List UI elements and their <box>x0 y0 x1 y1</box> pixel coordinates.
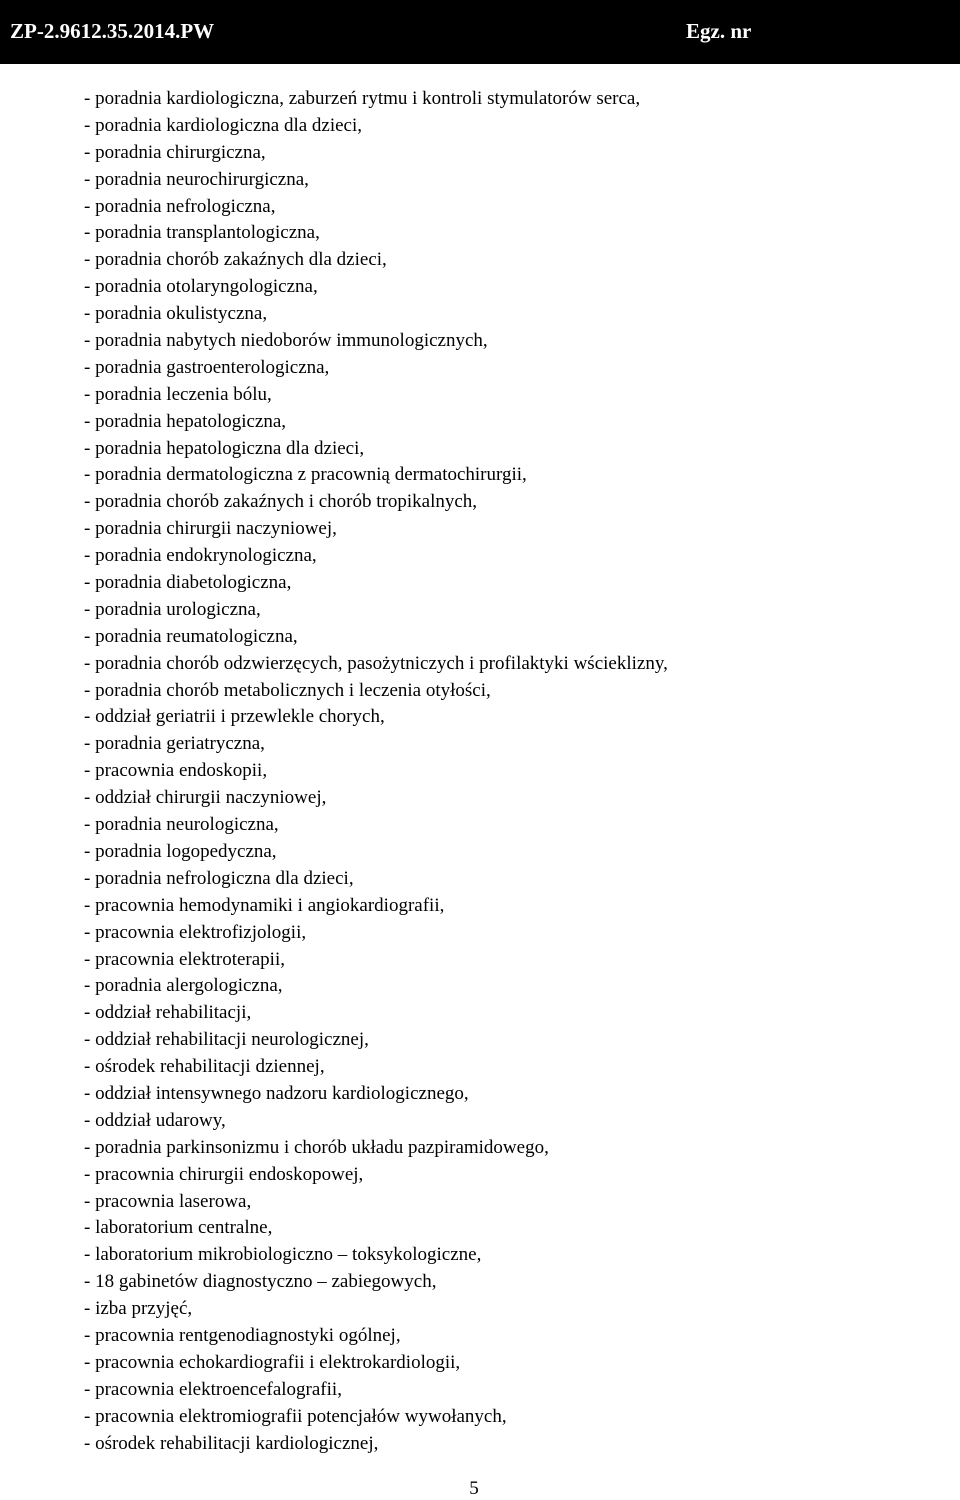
list-item: - poradnia alergologiczna, <box>84 975 283 997</box>
list-item: - oddział rehabilitacji, <box>84 1002 252 1024</box>
list-item: - oddział geriatrii i przewlekle chorych, <box>84 706 385 728</box>
list-item: - poradnia nefrologiczna, <box>84 195 276 217</box>
document-id: ZP-2.9612.35.2014.PW <box>10 19 215 43</box>
list-item: - pracownia laserowa, <box>84 1190 252 1212</box>
list-item: - poradnia neurochirurgiczna, <box>84 168 309 190</box>
list-item: - laboratorium mikrobiologiczno – toksykologiczne, <box>84 1244 482 1266</box>
list-item: - poradnia chorób metabolicznych i leczenia otyłości, <box>84 679 491 701</box>
list-item: - pracownia elektroterapii, <box>84 948 285 970</box>
list-item: - oddział chirurgii naczyniowej, <box>84 787 327 809</box>
copy-number-label: Egz. nr <box>686 19 752 43</box>
list-item: - poradnia geriatryczna, <box>84 733 265 755</box>
list-item: - poradnia hepatologiczna, <box>84 410 287 432</box>
list-item: - poradnia okulistyczna, <box>84 303 268 325</box>
list-item: - poradnia otolaryngologiczna, <box>84 276 318 298</box>
list-item: - poradnia leczenia bólu, <box>84 383 272 405</box>
list-item: - poradnia chorób odzwierzęcych, pasożytniczych i profilaktyki wścieklizny, <box>84 652 668 674</box>
list-item: - ośrodek rehabilitacji dziennej, <box>84 1056 325 1078</box>
list-item: - pracownia elektromiografii potencjałów wywołanych, <box>84 1405 507 1427</box>
document-header-bar <box>0 0 960 64</box>
list-item: - poradnia kardiologiczna dla dzieci, <box>84 114 363 136</box>
unit-list <box>84 86 668 1457</box>
list-item: - poradnia gastroenterologiczna, <box>84 356 330 378</box>
list-item: - izba przyjęć, <box>84 1298 193 1320</box>
list-item: - pracownia elektrofizjologii, <box>84 921 307 943</box>
list-item: - poradnia chorób zakaźnych dla dzieci, <box>84 249 387 271</box>
list-item: - poradnia hepatologiczna dla dzieci, <box>84 437 365 459</box>
list-item: - poradnia chorób zakaźnych i chorób tropikalnych, <box>84 491 478 513</box>
list-item: - poradnia endokrynologiczna, <box>84 545 317 567</box>
list-item: - poradnia dermatologiczna z pracownią dermatochirurgii, <box>84 464 527 486</box>
list-item: - pracownia endoskopii, <box>84 760 268 782</box>
list-item: - 18 gabinetów diagnostyczno – zabiegowych, <box>84 1271 437 1293</box>
list-item: - poradnia logopedyczna, <box>84 840 277 862</box>
list-item: - pracownia elektroencefalografii, <box>84 1378 342 1400</box>
list-item: - poradnia reumatologiczna, <box>84 625 298 647</box>
list-item: - pracownia rentgenodiagnostyki ogólnej, <box>84 1324 401 1346</box>
list-item: - poradnia nefrologiczna dla dzieci, <box>84 867 354 889</box>
list-item: - laboratorium centralne, <box>84 1217 273 1239</box>
list-item: - oddział intensywnego nadzoru kardiologicznego, <box>84 1082 469 1104</box>
list-item: - pracownia echokardiografii i elektrokardiologii, <box>84 1351 461 1373</box>
list-item: - poradnia chirurgii naczyniowej, <box>84 518 337 540</box>
list-item: - pracownia chirurgii endoskopowej, <box>84 1163 364 1185</box>
page-number: 5 <box>469 1478 479 1499</box>
list-item: - ośrodek rehabilitacji kardiologicznej, <box>84 1432 379 1454</box>
list-item: - poradnia neurologiczna, <box>84 814 279 836</box>
list-item: - oddział udarowy, <box>84 1109 226 1131</box>
list-item: - poradnia urologiczna, <box>84 598 261 620</box>
list-item: - poradnia transplantologiczna, <box>84 222 320 244</box>
list-item: - oddział rehabilitacji neurologicznej, <box>84 1029 369 1051</box>
list-item: - poradnia nabytych niedoborów immunologicznych, <box>84 330 488 352</box>
list-item: - poradnia diabetologiczna, <box>84 572 292 594</box>
list-item: - poradnia chirurgiczna, <box>84 141 266 163</box>
list-item: - poradnia parkinsonizmu i chorób układu pazpiramidowego, <box>84 1136 549 1158</box>
list-item: - pracownia hemodynamiki i angiokardiografii, <box>84 894 445 916</box>
list-item: - poradnia kardiologiczna, zaburzeń rytmu i kontroli stymulatorów serca, <box>84 88 641 109</box>
